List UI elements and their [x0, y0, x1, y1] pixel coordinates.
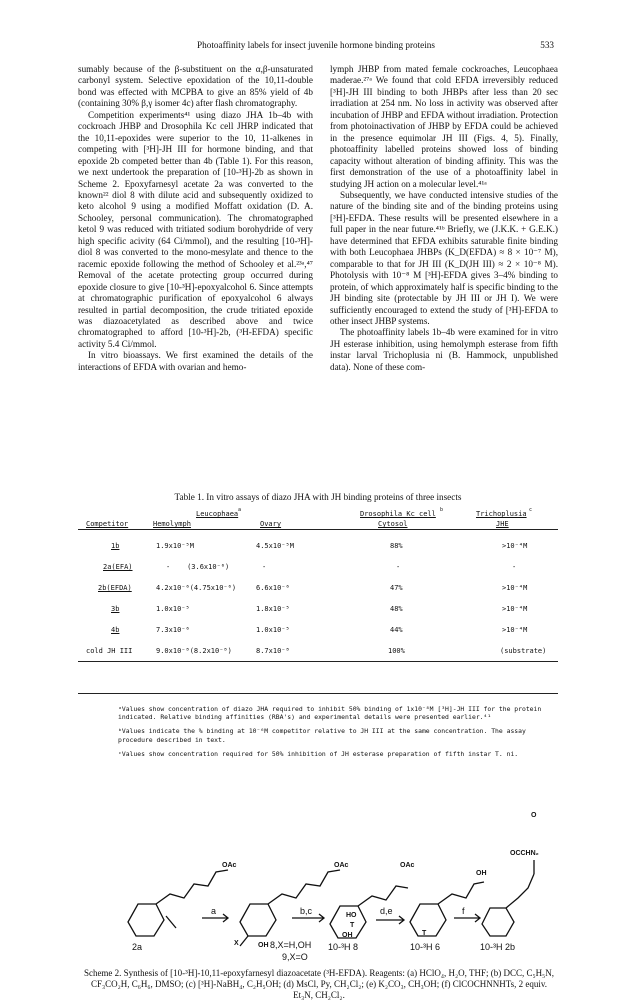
table-row-4-jhe: >10⁻⁴M: [502, 605, 528, 613]
col-header-competitor: Competitor: [86, 520, 129, 528]
label-t-1: T: [350, 922, 355, 929]
table-footnotes: [118, 705, 548, 764]
group-header-drosophila: Drosophila Kc cell: [360, 510, 436, 518]
label-x: X: [234, 940, 239, 947]
group-header-drosophila-mark: b: [440, 507, 444, 513]
label-step-bc: b,c: [300, 906, 313, 916]
right-column: [330, 64, 558, 373]
arrow-de: [376, 916, 404, 924]
label-carbonyl-o: O: [531, 812, 537, 819]
table-row-2-competitor: 2a(EFA): [103, 563, 133, 571]
group-header-leucophaea-mark: a: [238, 507, 242, 513]
structure-2a: [128, 870, 228, 936]
table-row-3-jhe: >10⁻⁴M: [502, 584, 528, 592]
table-row-1-jhe: >10⁻⁴M: [502, 542, 528, 550]
table-caption: Table 1. In vitro assays of diazo JHA with JH binding proteins of three insects: [174, 492, 462, 502]
label-2a: 2a: [132, 942, 143, 952]
label-3h-2b: 10-³H 2b: [480, 942, 516, 952]
col-header-hemolymph: Hemolymph: [153, 520, 191, 528]
running-header: [78, 40, 554, 54]
col-header-ovary: Ovary: [260, 520, 282, 528]
structure-3h-8: [330, 886, 408, 938]
running-title: Photoaffinity labels for insect juvenile hormone binding proteins: [197, 40, 435, 50]
table-row-1-hemolymph: 1.9x10⁻⁵M: [156, 542, 194, 550]
table-row-4-competitor: 3b: [111, 605, 120, 613]
label-ho: HO: [346, 912, 357, 919]
label-oh-low-2: OH: [342, 932, 353, 939]
group-header-trichoplusia-mark: c: [529, 507, 533, 513]
label-t-2: T: [422, 930, 427, 937]
group-header-trichoplusia: Trichoplusia: [476, 510, 527, 518]
structure-8-9: [240, 870, 340, 936]
table-row-2-jhe: -: [512, 563, 517, 571]
table-row-5-competitor: 4b: [111, 626, 120, 634]
label-oac-1: OAc: [222, 862, 237, 869]
right-paragraph-3: The photoaffinity labels 1b–4b were examined for in vitro JH esterase inhibition, using hemolymph esterase from fifth instar larval Trichoplusia ni (B. Hammock, unpublished data). None of these com-: [330, 327, 558, 372]
label-oac-3: OAc: [400, 862, 415, 869]
label-oh: OH: [476, 870, 487, 877]
table-row-4-cytosol: 48%: [390, 605, 403, 613]
table-row-1-cytosol: 88%: [390, 542, 403, 550]
structure-3h-2b: [482, 874, 534, 936]
label-3h-8: 10-³H 8: [328, 942, 359, 952]
table-row-6-jhe: (substrate): [500, 647, 547, 655]
label-8: 8,X=H,OH: [270, 940, 312, 950]
table-row-6-competitor: cold JH III: [86, 647, 133, 655]
arrow-f: [454, 914, 480, 922]
right-paragraph-2: Subsequently, we have conducted intensive studies of the nature of the binding site and of the binding proteins using [³H]-EFDA. These results will be presented elsewhere in a full paper in the near future.⁴¹ᵇ Briefly, we (J.K.K. + G.E.K.) have determined that EFDA exhibits saturable finite binding with both Leucophaea JHBPs (K_D(EFDA) ≈ 8 × 10⁻⁷ M), comparable to that for JH III (K_D(JH III) ≈ 2 × 10⁻⁸ M). Photolysis with 10⁻⁸ M [³H]-EFDA gives 3–4% binding to protein, of which approximately half is specific binding to the JH binding site (protectable by JH III or JH I). We were sufficiently encouraged to extend the study of [³H]-EFDA to other insect JHBP systems.: [330, 189, 558, 326]
label-oac-2: OAc: [334, 862, 349, 869]
table-row-1-ovary: 4.5x10⁻⁵M: [256, 542, 294, 550]
table-row-5-jhe: >10⁻⁴M: [502, 626, 528, 634]
label-step-de: d,e: [380, 906, 393, 916]
table-row-2-hemolymph: - (3.6x10⁻⁶): [166, 563, 230, 571]
label-step-f: f: [462, 906, 465, 916]
table-row-2-cytosol: -: [396, 563, 401, 571]
table-bottom-rule: [78, 693, 558, 694]
table-row-6-cytosol: 100%: [388, 647, 405, 655]
footnote-b: ᵇValues indicate the % binding at 10⁻⁶M competitor relative to JH III at the same concentration. The assay procedure described in text.: [118, 727, 526, 744]
footnote-c: ᶜValues show concentration required for 50% inhibition of JH esterase preparation of fifth instar T. ni.: [118, 749, 519, 758]
scheme-2-diagram: [110, 812, 540, 962]
scheme-caption: Scheme 2. Synthesis of [10-³H]-10,11-epoxyfarnesyl diazoacetate (³H-EFDA). Reagents: (a) HClO₄, H₂O, THF; (b) DCC, C₅H₅N, CF₃CO₂H, C₆H₆, DMSO; (c) [³H]-NaBH₄, C₂H₅OH; (d) MsCl, Py, CH₂Cl₂; (e) K₂CO₃, CH₃OH; (f) ClCOCHNNHTs, 2 equiv. Et₃N, CH₂Cl₂.: [83, 968, 555, 1000]
table-row-4-hemolymph: 1.0x10⁻⁵: [156, 605, 190, 613]
table-row-5-ovary: 1.0x10⁻⁵: [256, 626, 290, 634]
label-oh-low: OH: [258, 942, 269, 949]
left-paragraph-3: In vitro bioassays. We first examined the details of the interactions of EFDA with ovarian and hemo-: [78, 350, 313, 372]
table-row-1-competitor: 1b: [111, 542, 120, 550]
label-ester: OCCHN₂: [510, 850, 539, 857]
table-row-3-competitor: 2b(EFDA): [98, 584, 132, 592]
label-9: 9,X=O: [282, 952, 308, 962]
table-row-6-ovary: 8.7x10⁻⁸: [256, 647, 290, 655]
table-row-3-hemolymph: 4.2x10⁻⁶(4.75x10⁻⁶): [156, 584, 237, 592]
table-row-4-ovary: 1.8x10⁻⁵: [256, 605, 290, 613]
table-row-3-ovary: 6.6x10⁻⁶: [256, 584, 290, 592]
left-paragraph-2: Competition experiments⁴¹ using diazo JHA 1b–4b with cockroach JHBP and Drosophila Kc cell JHRP indicated that the 10,11-epoxides were superior to the 10, 11-alkenes in competing with [³H]-JH III for hormone binding, and that epoxide 2b competed better than 4b (Table 1). For this reason, we next undertook the preparation of [10-³H]-2b as shown in Scheme 2. Epoxyfarnesyl acetate 2a was converted to the known²² diol 8 with dilute acid and subsequently oxidized to keto alcohol 9 using a modified Moffatt oxidation (D. A. Schooley, personal communication). The chromatographed ketol 9 was reduced with tritiated sodium borohydride of very high specific acivity (64 Ci/mmol), and the resulting [10-³H]-diol 8 was converted to the mono-mesylate and thence to the racemic epoxide following the method of Schooley et al.²³ᵃ,⁴⁷ Removal of the acetate protecting group occurred during epoxide closure to give [10-³H]-epoxyalcohol 6. Since attempts at chromatographic purification of epoxyalcohol 6 always resulted in partial decomposition, the crude tritiated epoxide was diazoacetylated as described above and twice chromatographed to afford [10-³H]-2b, (³H-EFDA) specific activity 5.4 Ci/mmol.: [78, 109, 313, 349]
structure-3h-6: [410, 882, 484, 936]
label-step-a: a: [211, 906, 217, 916]
table-row-6-hemolymph: 9.0x10⁻⁸(8.2x10⁻⁸): [156, 647, 232, 655]
col-header-jhe: JHE: [496, 520, 509, 528]
table-mid-rule: [78, 661, 558, 662]
table-header-rule: [78, 529, 558, 530]
col-header-cytosol: Cytosol: [378, 520, 408, 528]
table-row-3-cytosol: 47%: [390, 584, 403, 592]
footnote-a: ᵃValues show concentration of diazo JHA required to inhibit 50% binding of 1x10⁻⁸M [³H]-JH III for the protein indicated. Relative binding affinities (RBA's) and experimental details were presented earlier.⁴¹: [118, 705, 542, 722]
scheme-structures-svg: [110, 812, 540, 962]
table-row-5-cytosol: 44%: [390, 626, 403, 634]
left-column: [78, 64, 313, 373]
table-row-2-ovary: -: [262, 563, 267, 571]
table-row-5-hemolymph: 7.3x10⁻⁶: [156, 626, 190, 634]
left-paragraph-1: sumably because of the β-substituent on the α,β-unsaturated carbonyl system. Selective epoxidation of the 10,11-double bond was effected with MCPBA to give an 85% yield of 4b (containing 30% β,γ isomer 4c) after flash chromatography.: [78, 64, 313, 109]
group-header-leucophaea: Leucophaea: [196, 510, 239, 518]
page-number: 533: [540, 40, 554, 50]
right-paragraph-1: lymph JHBP from mated female cockroaches, Leucophaea maderae.²⁷ᵃ We found that cold EFDA irreversibly reduced [³H]-JH III binding to both JHBPs after less than 20 sec irradiation at 254 nm. No loss in activity was observed after incubation of JHBP and EFDA without irradiation. Protection from photoinactivation of JHBP by EFDA could be achieved in the presence equimolar JH III (Figs. 4, 5). Finally, photoaffinity labelled proteins showed loss of binding capacity without alteration of binding affinity. This was the first demonstration of the use of a photoaffinity label in studying JH action on a molecular level.⁴¹ᵃ: [330, 64, 558, 189]
label-3h-6: 10-³H 6: [410, 942, 441, 952]
